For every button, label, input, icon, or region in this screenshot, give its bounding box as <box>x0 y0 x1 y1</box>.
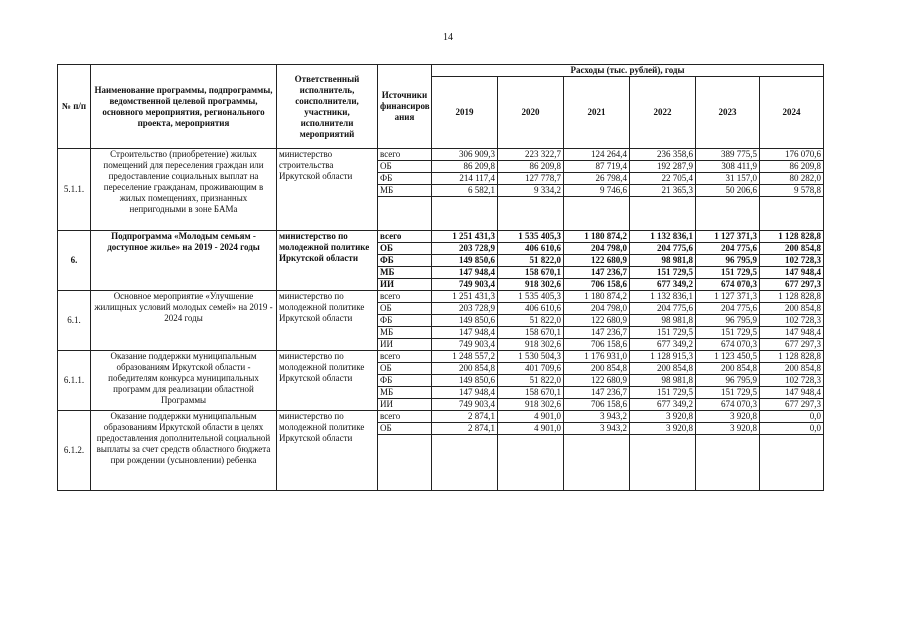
expense-value: 98 981,8 <box>630 315 696 327</box>
expense-value: 4 901,0 <box>498 423 564 435</box>
expense-value: 749 903,4 <box>432 279 498 291</box>
expense-value: 1 180 874,2 <box>564 231 630 243</box>
funding-source: всего <box>378 351 432 363</box>
funding-source: ОБ <box>378 363 432 375</box>
row-name: Подпрограмма «Молодым семьям - доступное жилье» на 2019 - 2024 годы <box>91 231 277 291</box>
expense-value: 147 236,7 <box>564 267 630 279</box>
expense-value: 204 775,6 <box>630 303 696 315</box>
header-expenses: Расходы (тыс. рублей), годы <box>432 65 824 77</box>
expense-value: 1 248 557,2 <box>432 351 498 363</box>
expense-value: 151 729,5 <box>696 267 760 279</box>
table-row <box>58 149 824 161</box>
empty-cell <box>378 435 432 491</box>
expense-value: 147 948,4 <box>760 267 824 279</box>
empty-cell <box>498 435 564 491</box>
expense-value: 26 798,4 <box>564 173 630 185</box>
expense-value: 86 209,8 <box>760 161 824 173</box>
expense-value: 918 302,6 <box>498 399 564 411</box>
expense-value: 124 264,4 <box>564 149 630 161</box>
expense-value: 204 775,6 <box>630 243 696 255</box>
expense-value: 1 128 828,8 <box>760 231 824 243</box>
expense-value: 1 127 371,3 <box>696 231 760 243</box>
expense-value: 6 582,1 <box>432 185 498 197</box>
expense-value: 22 705,4 <box>630 173 696 185</box>
expenses-table <box>57 64 824 491</box>
expense-value: 1 530 504,3 <box>498 351 564 363</box>
expense-value: 9 746,6 <box>564 185 630 197</box>
expense-value: 1 127 371,3 <box>696 291 760 303</box>
empty-cell <box>760 197 824 231</box>
expense-value: 158 670,1 <box>498 387 564 399</box>
expense-value: 308 411,9 <box>696 161 760 173</box>
expense-value: 1 535 405,3 <box>498 291 564 303</box>
row-number: 6.1. <box>58 291 91 351</box>
expense-value: 102 728,3 <box>760 255 824 267</box>
table-row <box>58 411 824 423</box>
expense-value: 9 334,2 <box>498 185 564 197</box>
expense-value: 200 854,8 <box>696 363 760 375</box>
expense-value: 21 365,3 <box>630 185 696 197</box>
funding-source: всего <box>378 411 432 423</box>
expense-value: 149 850,6 <box>432 375 498 387</box>
expense-value: 706 158,6 <box>564 279 630 291</box>
expense-value: 677 349,2 <box>630 399 696 411</box>
expense-value: 3 920,8 <box>630 411 696 423</box>
row-name: Основное мероприятие «Улучшение жилищных условий молодых семей» на 2019 - 2024 годы <box>91 291 277 351</box>
expense-value: 204 798,0 <box>564 243 630 255</box>
expense-value: 223 322,7 <box>498 149 564 161</box>
expense-value: 96 795,9 <box>696 315 760 327</box>
expense-value: 86 209,8 <box>432 161 498 173</box>
row-name: Строительство (приобретение) жилых помещений для переселения граждан или предоставление социальных выплат на переселение гражданам, проживающим в жилых помещениях, признанных непригодными в зоне БАМа <box>91 149 277 231</box>
row-executor: министерство по молодежной политике Иркутской области <box>277 291 378 351</box>
empty-cell <box>378 197 432 231</box>
expense-value: 749 903,4 <box>432 339 498 351</box>
expense-value: 200 854,8 <box>760 363 824 375</box>
funding-source: ОБ <box>378 161 432 173</box>
expense-value: 102 728,3 <box>760 375 824 387</box>
expense-value: 1 251 431,3 <box>432 231 498 243</box>
expense-value: 2 874,1 <box>432 423 498 435</box>
expense-value: 203 728,9 <box>432 243 498 255</box>
expense-value: 0,0 <box>760 423 824 435</box>
expense-value: 86 209,8 <box>498 161 564 173</box>
expense-value: 706 158,6 <box>564 339 630 351</box>
expense-value: 918 302,6 <box>498 339 564 351</box>
empty-cell <box>630 435 696 491</box>
expense-value: 406 610,6 <box>498 303 564 315</box>
expense-value: 147 236,7 <box>564 387 630 399</box>
expense-value: 3 943,2 <box>564 423 630 435</box>
expense-value: 1 251 431,3 <box>432 291 498 303</box>
expense-value: 96 795,9 <box>696 375 760 387</box>
expense-value: 200 854,8 <box>564 363 630 375</box>
row-name: Оказание поддержки муниципальным образованиям Иркутской области - победителям конкурса муниципальных программ для реализации областной Программы <box>91 351 277 411</box>
funding-source: ИИ <box>378 279 432 291</box>
row-executor: министерство по молодежной политике Иркутской области <box>277 351 378 411</box>
row-name: Оказание поддержки муниципальным образованиям Иркутской области в целях предоставления дополнительной социальной выплаты за счет средств областного бюджета при рождении (усыновлении) ребенка <box>91 411 277 491</box>
expense-value: 677 349,2 <box>630 279 696 291</box>
expense-value: 1 128 915,3 <box>630 351 696 363</box>
expense-value: 674 070,3 <box>696 399 760 411</box>
expense-value: 176 070,6 <box>760 149 824 161</box>
expense-value: 51 822,0 <box>498 315 564 327</box>
empty-cell <box>498 197 564 231</box>
expense-value: 151 729,5 <box>630 387 696 399</box>
expense-value: 200 854,8 <box>630 363 696 375</box>
expense-value: 674 070,3 <box>696 339 760 351</box>
expense-value: 3 920,8 <box>696 411 760 423</box>
expense-value: 1 128 828,8 <box>760 291 824 303</box>
row-number: 6.1.1. <box>58 351 91 411</box>
expense-value: 677 297,3 <box>760 399 824 411</box>
expense-value: 3 920,8 <box>630 423 696 435</box>
expense-value: 122 680,9 <box>564 375 630 387</box>
expense-value: 80 282,0 <box>760 173 824 185</box>
header-year: 2020 <box>498 77 564 149</box>
funding-source: ОБ <box>378 303 432 315</box>
funding-source: ФБ <box>378 173 432 185</box>
funding-source: всего <box>378 231 432 243</box>
expense-value: 2 874,1 <box>432 411 498 423</box>
expense-value: 0,0 <box>760 411 824 423</box>
expense-value: 236 358,6 <box>630 149 696 161</box>
expense-value: 406 610,6 <box>498 243 564 255</box>
expense-value: 214 117,4 <box>432 173 498 185</box>
expense-value: 149 850,6 <box>432 315 498 327</box>
empty-cell <box>760 435 824 491</box>
empty-cell <box>696 197 760 231</box>
expense-value: 147 236,7 <box>564 327 630 339</box>
header-year: 2022 <box>630 77 696 149</box>
expense-value: 98 981,8 <box>630 375 696 387</box>
expense-value: 98 981,8 <box>630 255 696 267</box>
expense-value: 918 302,6 <box>498 279 564 291</box>
funding-source: ОБ <box>378 423 432 435</box>
expense-value: 1 128 828,8 <box>760 351 824 363</box>
funding-source: МБ <box>378 267 432 279</box>
header-year: 2023 <box>696 77 760 149</box>
expense-value: 151 729,5 <box>696 387 760 399</box>
expense-value: 151 729,5 <box>630 327 696 339</box>
expense-value: 51 822,0 <box>498 255 564 267</box>
expense-value: 401 709,6 <box>498 363 564 375</box>
row-executor: министерство по молодежной политике Иркутской области <box>277 411 378 491</box>
expense-value: 4 901,0 <box>498 411 564 423</box>
expense-value: 147 948,4 <box>432 327 498 339</box>
expense-value: 204 775,6 <box>696 303 760 315</box>
expense-value: 158 670,1 <box>498 267 564 279</box>
expense-value: 389 775,5 <box>696 149 760 161</box>
row-number: 6.1.2. <box>58 411 91 491</box>
header-source: Источники финансиров ания <box>378 65 432 149</box>
expense-value: 151 729,5 <box>696 327 760 339</box>
expense-value: 50 206,6 <box>696 185 760 197</box>
funding-source: ФБ <box>378 255 432 267</box>
expense-value: 706 158,6 <box>564 399 630 411</box>
empty-cell <box>630 197 696 231</box>
table-body <box>58 149 824 491</box>
expense-value: 200 854,8 <box>760 243 824 255</box>
expense-value: 1 176 931,0 <box>564 351 630 363</box>
funding-source: МБ <box>378 387 432 399</box>
expense-value: 1 180 874,2 <box>564 291 630 303</box>
row-executor: министерство строительства Иркутской области <box>277 149 378 231</box>
expense-value: 31 157,0 <box>696 173 760 185</box>
expense-value: 677 297,3 <box>760 339 824 351</box>
expense-value: 149 850,6 <box>432 255 498 267</box>
expense-value: 3 920,8 <box>696 423 760 435</box>
funding-source: ФБ <box>378 375 432 387</box>
expense-value: 306 909,3 <box>432 149 498 161</box>
header-year: 2019 <box>432 77 498 149</box>
expense-value: 677 297,3 <box>760 279 824 291</box>
table-row <box>58 351 824 363</box>
expense-value: 151 729,5 <box>630 267 696 279</box>
funding-source: МБ <box>378 185 432 197</box>
row-executor: министерство по молодежной политике Иркутской области <box>277 231 378 291</box>
expense-value: 749 903,4 <box>432 399 498 411</box>
empty-cell <box>564 435 630 491</box>
header-year: 2021 <box>564 77 630 149</box>
table-row <box>58 291 824 303</box>
page-number: 14 <box>443 32 453 43</box>
funding-source: МБ <box>378 327 432 339</box>
funding-source: ИИ <box>378 399 432 411</box>
header-number: № п/п <box>58 65 91 149</box>
expense-value: 677 349,2 <box>630 339 696 351</box>
expense-value: 1 132 836,1 <box>630 231 696 243</box>
expense-value: 87 719,4 <box>564 161 630 173</box>
expense-value: 122 680,9 <box>564 315 630 327</box>
expense-value: 147 948,4 <box>760 327 824 339</box>
expense-value: 147 948,4 <box>760 387 824 399</box>
expense-value: 200 854,8 <box>760 303 824 315</box>
header-year: 2024 <box>760 77 824 149</box>
expense-value: 127 778,7 <box>498 173 564 185</box>
table-header <box>58 65 824 149</box>
funding-source: ИИ <box>378 339 432 351</box>
table-row <box>58 231 824 243</box>
header-name: Наименование программы, подпрограммы, ведомственной целевой программы, основного мероприятия, регионального проекта, мероприятия <box>91 65 277 149</box>
header-executor: Ответственный исполнитель, соисполнители, участники, исполнители мероприятий <box>277 65 378 149</box>
expense-value: 51 822,0 <box>498 375 564 387</box>
empty-cell <box>564 197 630 231</box>
row-number: 5.1.1. <box>58 149 91 231</box>
row-number: 6. <box>58 231 91 291</box>
funding-source: ФБ <box>378 315 432 327</box>
expense-value: 200 854,8 <box>432 363 498 375</box>
expense-value: 674 070,3 <box>696 279 760 291</box>
expense-value: 158 670,1 <box>498 327 564 339</box>
expense-value: 96 795,9 <box>696 255 760 267</box>
empty-cell <box>432 197 498 231</box>
funding-source: ОБ <box>378 243 432 255</box>
expense-value: 102 728,3 <box>760 315 824 327</box>
funding-source: всего <box>378 149 432 161</box>
expense-value: 203 728,9 <box>432 303 498 315</box>
expense-value: 204 798,0 <box>564 303 630 315</box>
empty-cell <box>432 435 498 491</box>
expense-value: 1 123 450,5 <box>696 351 760 363</box>
expense-value: 122 680,9 <box>564 255 630 267</box>
expense-value: 192 287,9 <box>630 161 696 173</box>
expense-value: 1 132 836,1 <box>630 291 696 303</box>
funding-source: всего <box>378 291 432 303</box>
expense-value: 1 535 405,3 <box>498 231 564 243</box>
empty-cell <box>696 435 760 491</box>
expense-value: 9 578,8 <box>760 185 824 197</box>
expense-value: 147 948,4 <box>432 267 498 279</box>
expense-value: 204 775,6 <box>696 243 760 255</box>
expense-value: 147 948,4 <box>432 387 498 399</box>
expense-value: 3 943,2 <box>564 411 630 423</box>
